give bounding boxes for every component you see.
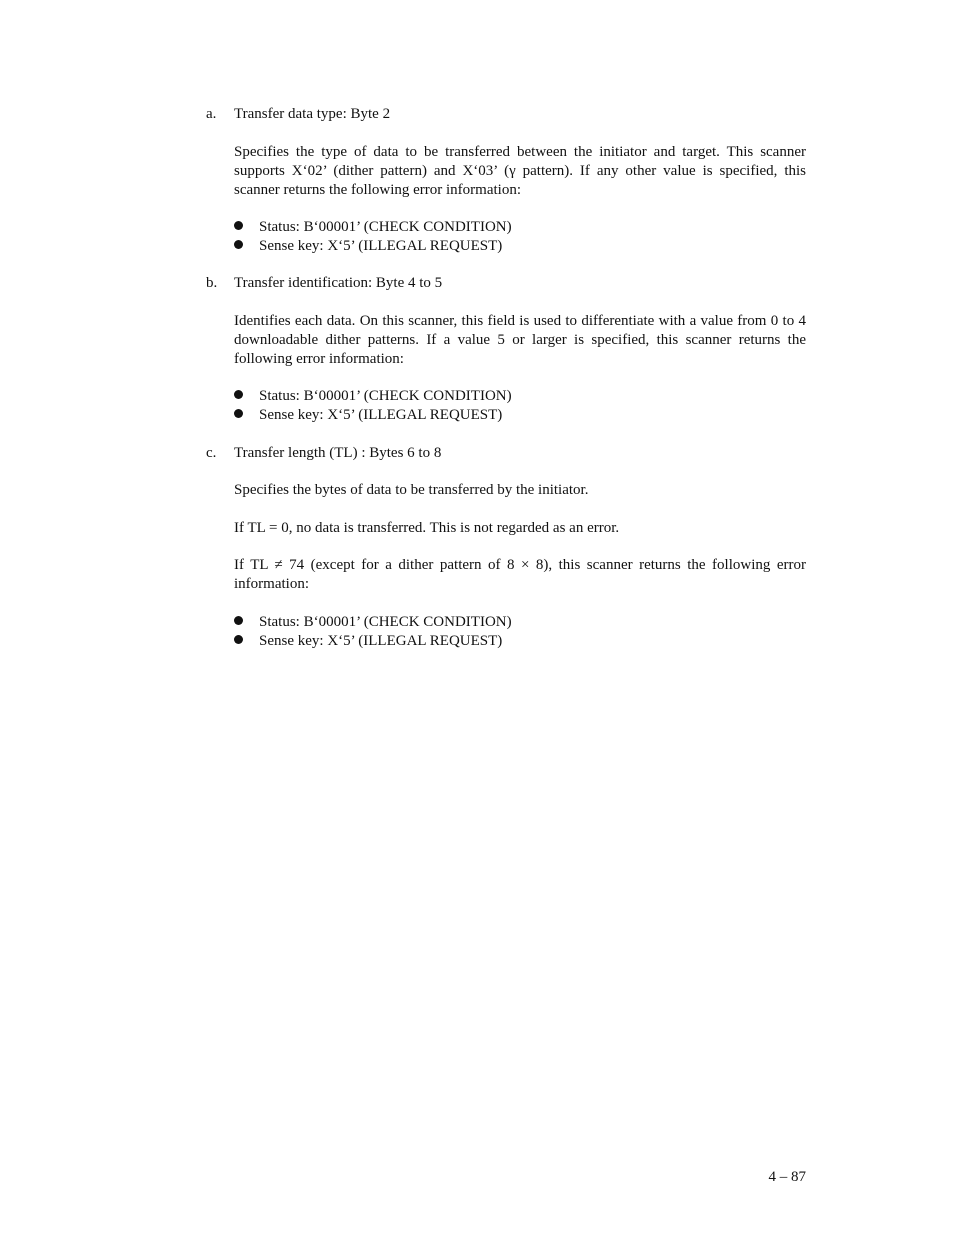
section-c-paragraph-1: Specifies the bytes of data to be transferred by the initiator. bbox=[234, 482, 589, 498]
bullet-dot-icon bbox=[234, 409, 243, 418]
section-c-bullet-status bbox=[234, 613, 512, 632]
bullet-dot-icon bbox=[234, 616, 243, 625]
section-b-paragraph: Identifies each data. On this scanner, this field is used to differentiate with a value from 0 to 4 downloadable dither patterns. If a value 5 or larger is specified, this scanner returns the following error information: bbox=[234, 313, 806, 367]
section-c-paragraph-2: If TL = 0, no data is transferred. This is not regarded as an error. bbox=[234, 520, 620, 536]
section-c-heading: Transfer length (TL) : Bytes 6 to 8 bbox=[234, 445, 442, 461]
bullet-dot-icon bbox=[234, 240, 243, 249]
bullet-dot-icon bbox=[234, 635, 243, 644]
section-b-bullet-status bbox=[234, 387, 512, 406]
section-a-paragraph: Specifies the type of data to be transferred between the initiator and target. This scanner supports X‘02’ (dither pattern) and X‘03’ (γ pattern). If any other value is specified, this scanner returns the following error information: bbox=[234, 144, 806, 198]
section-b-marker: b. bbox=[206, 275, 218, 291]
section-c-marker: c. bbox=[206, 445, 217, 461]
section-b-bullet-sense-key bbox=[234, 406, 502, 425]
section-a-marker: a. bbox=[206, 106, 217, 122]
page-number: 4 – 87 bbox=[768, 1169, 806, 1185]
section-c-bullet-sense-key bbox=[234, 632, 502, 651]
bullet-text: Sense key: X‘5’ (ILLEGAL REQUEST) bbox=[259, 633, 503, 649]
bullet-text: Status: B‘00001’ (CHECK CONDITION) bbox=[259, 614, 512, 630]
bullet-text: Status: B‘00001’ (CHECK CONDITION) bbox=[259, 388, 512, 404]
bullet-dot-icon bbox=[234, 390, 243, 399]
section-a-bullet-status bbox=[234, 218, 512, 237]
bullet-text: Sense key: X‘5’ (ILLEGAL REQUEST) bbox=[259, 407, 503, 423]
section-a-bullet-sense-key bbox=[234, 237, 502, 256]
section-b-heading: Transfer identification: Byte 4 to 5 bbox=[234, 275, 443, 291]
bullet-text: Status: B‘00001’ (CHECK CONDITION) bbox=[259, 219, 512, 235]
bullet-dot-icon bbox=[234, 221, 243, 230]
bullet-text: Sense key: X‘5’ (ILLEGAL REQUEST) bbox=[259, 238, 503, 254]
section-a-heading: Transfer data type: Byte 2 bbox=[234, 106, 391, 122]
section-c-paragraph-3: If TL ≠ 74 (except for a dither pattern of 8 × 8), this scanner returns the following error information: bbox=[234, 557, 806, 592]
